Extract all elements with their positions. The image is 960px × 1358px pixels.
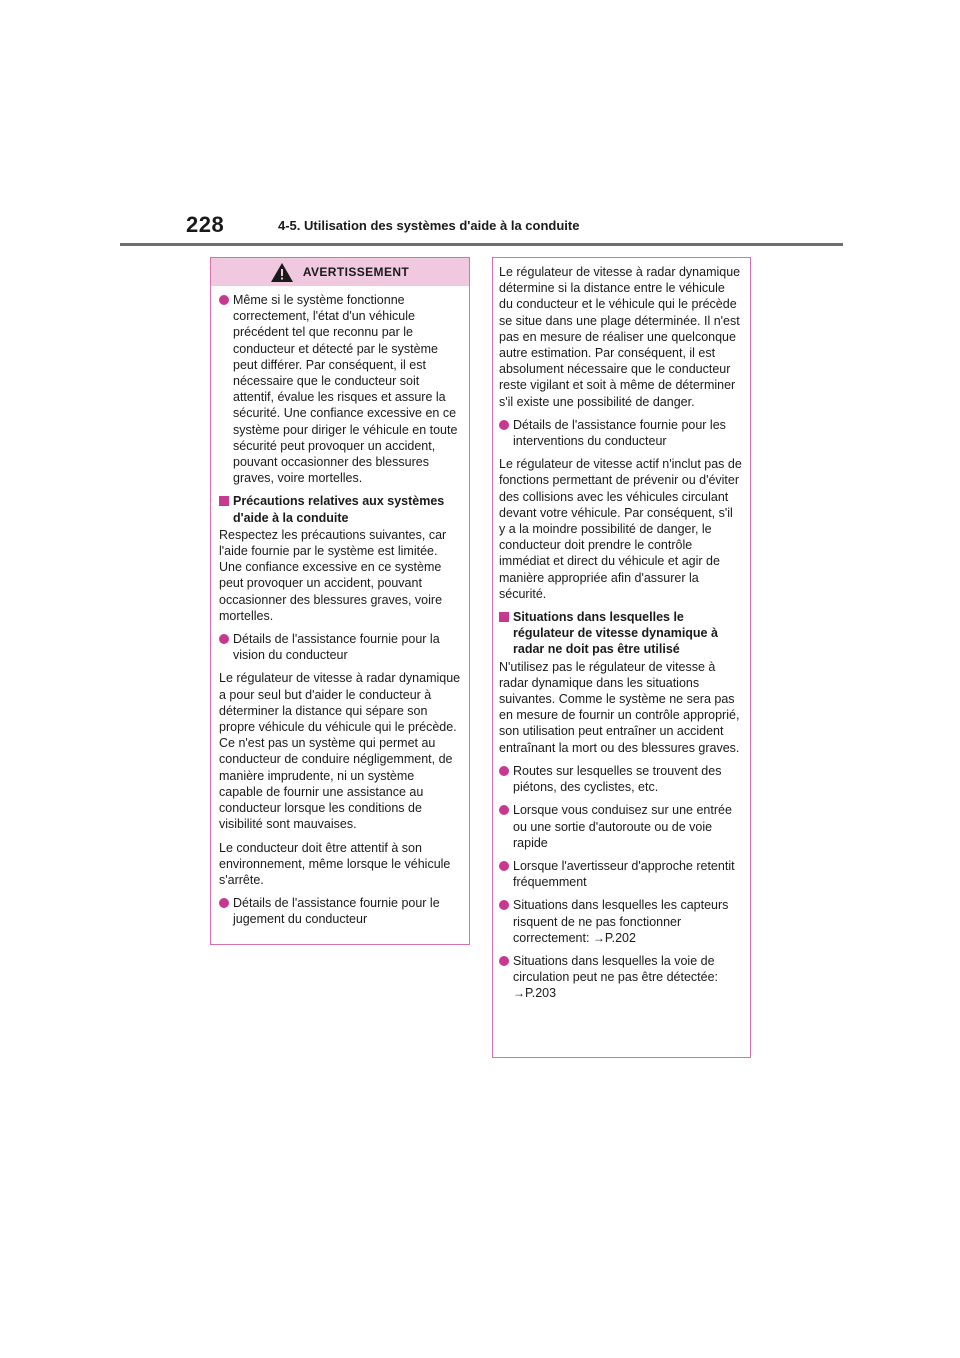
subheading bbox=[499, 609, 742, 658]
list-item bbox=[219, 895, 461, 927]
page-reference-link[interactable]: P.203 bbox=[525, 986, 557, 1001]
circle-bullet-icon bbox=[499, 420, 509, 430]
circle-bullet-icon bbox=[499, 766, 509, 776]
bullet-text: Situations dans lesquelles la voie de circulation peut ne pas être détectée: bbox=[513, 953, 718, 985]
list-item bbox=[499, 897, 742, 946]
page-number: 228 bbox=[186, 212, 225, 237]
square-bullet-icon bbox=[219, 496, 229, 506]
bullet-text: Lorsque l'avertisseur d'approche retentit fréquemment bbox=[513, 858, 735, 890]
circle-bullet-icon bbox=[499, 956, 509, 966]
warning-header bbox=[211, 258, 469, 286]
paragraph: Le régulateur de vitesse actif n'inclut pas de fonctions permettant de prévenir ou d'éviter des collisions avec les véhicules circulant devant votre véhicule. Par conséquent, s'il y a la moindre possibilité de danger, le conducteur doit prendre le contrôle immédiat et direct du véhicule et agir de manière appropriée afin d'assurer la sécurité. bbox=[499, 457, 742, 601]
paragraph: Le conducteur doit être attentif à son environnement, même lorsque le véhicule s'arrête. bbox=[219, 840, 451, 887]
paragraph: Le régulateur de vitesse à radar dynamique détermine si la distance entre le véhicule du conducteur et le véhicule qui le précède se situe dans une plage déterminée. Il n'est pas en mesure de réaliser une quelconque autre estimation. Par conséquent, il est absolument nécessaire que le conducteur reste vigilant et soit à même de déterminer s'il existe une possibilité de danger. bbox=[499, 265, 741, 409]
arrow-right-icon: → bbox=[513, 986, 525, 1001]
circle-bullet-icon bbox=[499, 861, 509, 871]
bullet-text: Détails de l'assistance fournie pour les interventions du conducteur bbox=[513, 417, 726, 449]
bullet-text: Même si le système fonctionne correctement, l'état d'un véhicule précédent tel que reconnu par le conducteur et détecté par le système peut différer. Par conséquent, il est nécessaire que le conducteur soit attentif, évalue les risques et assure la sécurité. Une confiance excessive en ce système pour diriger le véhicule en toute sécurité peut provoquer un accident, pouvant occasionner des blessures graves, voire mortelles. bbox=[233, 293, 458, 486]
list-item bbox=[499, 763, 742, 795]
circle-bullet-icon bbox=[219, 634, 229, 644]
warning-box bbox=[210, 257, 470, 945]
list-item bbox=[219, 292, 461, 486]
warning-title: AVERTISSEMENT bbox=[302, 264, 410, 279]
paragraph: Respectez les précautions suivantes, car l'aide fournie par le système est limitée. Une confiance excessive en ce système peut provoquer un accident, pouvant occasionner des blessures graves, voire mortelles. bbox=[219, 527, 447, 623]
bullet-text: Situations dans lesquelles les capteurs risquent de ne pas fonctionner correctement: bbox=[513, 898, 729, 945]
subheading bbox=[219, 493, 461, 525]
subheading-text: Précautions relatives aux systèmes d'aide à la conduite bbox=[233, 494, 445, 525]
circle-bullet-icon bbox=[219, 898, 229, 908]
paragraph: N'utilisez pas le régulateur de vitesse à radar dynamique dans les situations suivantes. Comme le système ne sera pas en mesure de fournir un contrôle approprié, son utilisation peut entraîner un accident entraînant la mort ou des blessures graves. bbox=[499, 659, 740, 755]
circle-bullet-icon bbox=[499, 805, 509, 815]
section-title: 4-5. Utilisation des systèmes d'aide à la conduite bbox=[278, 218, 580, 233]
bullet-text: Détails de l'assistance fournie pour le jugement du conducteur bbox=[233, 896, 440, 927]
header-divider bbox=[120, 243, 843, 246]
bullet-text: Lorsque vous conduisez sur une entrée ou une sortie d'autoroute ou de voie rapide bbox=[513, 803, 732, 850]
page-reference-link[interactable]: P.202 bbox=[604, 930, 636, 945]
list-item bbox=[499, 417, 742, 449]
subheading-text: Situations dans lesquelles le régulateur de vitesse dynamique à radar ne doit pas être utilisé bbox=[513, 610, 718, 657]
warning-triangle-icon bbox=[271, 263, 293, 282]
continuation-box bbox=[492, 257, 751, 1058]
list-item bbox=[499, 858, 742, 890]
list-item bbox=[499, 802, 742, 851]
square-bullet-icon bbox=[499, 612, 509, 622]
circle-bullet-icon bbox=[219, 295, 229, 305]
arrow-right-icon: → bbox=[592, 930, 605, 945]
bullet-text: Détails de l'assistance fournie pour la vision du conducteur bbox=[233, 632, 440, 663]
list-item bbox=[219, 631, 461, 663]
list-item bbox=[499, 953, 742, 1002]
circle-bullet-icon bbox=[499, 900, 509, 910]
paragraph: Le régulateur de vitesse à radar dynamique a pour seul but d'aider le conducteur à déterminer la distance qui sépare son propre véhicule du véhicule qui le précède. Ce n'est pas un système qui permet au conducteur de conduire négligemment, de manière imprudente, ni un système capable de fournir une assistance au conducteur lorsque les conditions de visibilité sont mauvaises. bbox=[219, 671, 461, 832]
bullet-text: Routes sur lesquelles se trouvent des piétons, des cyclistes, etc. bbox=[513, 763, 722, 795]
